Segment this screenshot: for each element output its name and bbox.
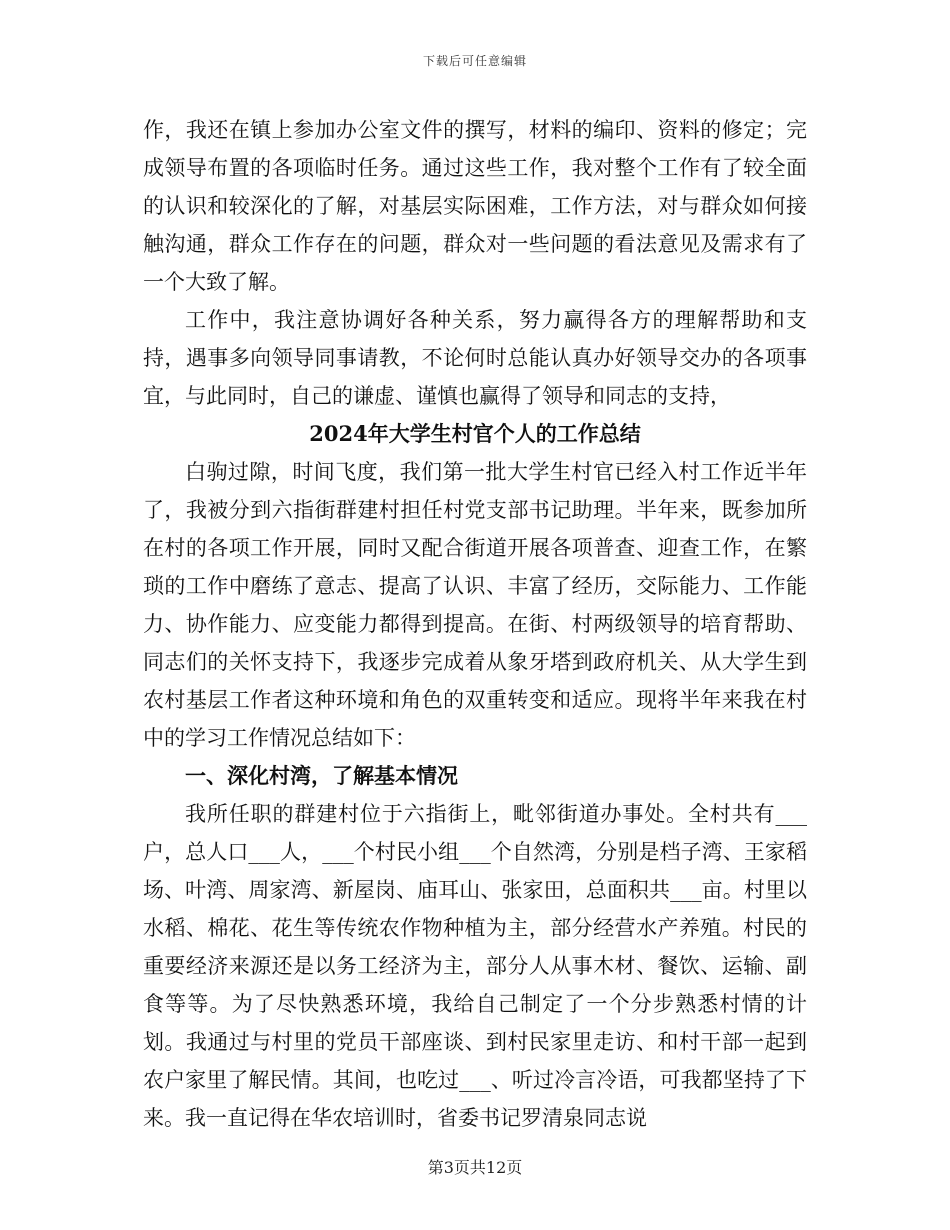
document-title: 2024年大学生村官个人的工作总结	[309, 421, 641, 446]
section-heading-1: 一、深化村湾，了解基本情况	[185, 763, 458, 788]
page-footer: 第3页共12页	[427, 1158, 523, 1177]
paragraph-intro: 白驹过隙，时间飞度，我们第一批大学生村官已经入村工作近半年了，我被分到六指街群建村担任村党支部书记助理。半年来，既参加所在村的各项工作开展，同时又配合街道开展各项普查、迎查工作，在繁琐的工作中磨练了意志、提高了认识、丰富了经历，交际能力、工作能力、协作能力、应变能力都得到提高。在街、村两级领导的培育帮助、同志们的关怀支持下，我逐步完成着从象牙塔到政府机关、从大学生到农村基层工作者这种环境和角色的双重转变和适应。现将半年来我在村中的学习工作情况总结如下：	[143, 460, 807, 750]
paragraph-continuation: 作，我还在镇上参加办公室文件的撰写，材料的编印、资料的修定；完成领导布置的各项临时任务。通过这些工作，我对整个工作有了较全面的认识和较深化的了解，对基层实际困难，工作方法，对与群众如何接触沟通，群众工作存在的问题，群众对一些问题的看法意见及需求有了一个大致了解。	[143, 118, 807, 294]
document-body	[143, 111, 807, 1137]
paragraph-relations: 工作中，我注意协调好各种关系，努力赢得各方的理解帮助和支持，遇事多向领导同事请教，不论何时总能认真办好领导交办的各项事宜，与此同时，自己的谦虚、谨慎也赢得了领导和同志的支持，	[143, 308, 807, 408]
paragraph-village-info: 我所任职的群建村位于六指街上，毗邻街道办事处。全村共有___户，总人口___人，___个村民小组___个自然湾，分别是档子湾、王家稻场、叶湾、周家湾、新屋岗、庙耳山、张家田，总面积共___亩。村里以水稻、棉花、花生等传统农作物种植为主，部分经营水产养殖。村民的重要经济来源还是以务工经济为主，部分人从事木材、餐饮、运输、副食等等。为了尽快熟悉环境，我给自己制定了一个分步熟悉村情的计划。我通过与村里的党员干部座谈、到村民家里走访、和村干部一起到农户家里了解民情。其间，也吃过___、听过冷言冷语，可我都坚持了下来。我一直记得在华农培训时，省委书记罗清泉同志说	[143, 802, 807, 1130]
page-header: 下载后可任意编辑	[422, 54, 527, 68]
